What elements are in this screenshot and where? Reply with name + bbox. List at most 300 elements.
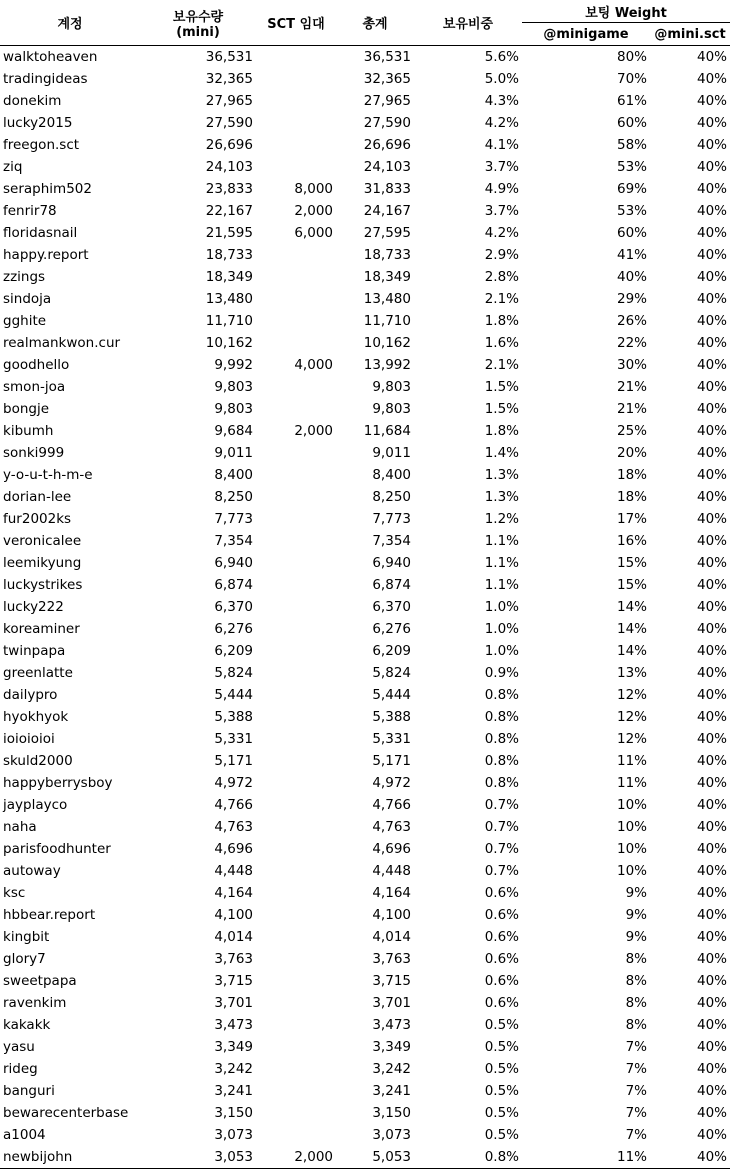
cell-ratio: 1.3% <box>484 467 519 483</box>
cell-total: 6,940 <box>372 555 411 571</box>
cell-sct-lease <box>256 574 336 596</box>
cell-ratio: 1.2% <box>484 511 519 527</box>
cell-minigame: 70% <box>616 71 647 87</box>
table-row <box>0 420 730 442</box>
cell-sct-lease <box>256 68 336 90</box>
cell-total: 5,171 <box>372 753 411 769</box>
cell-holding: 26,696 <box>205 137 253 153</box>
cell-minigame: 15% <box>616 577 647 593</box>
cell-minisct: 40% <box>697 291 728 307</box>
cell-ratio: 1.5% <box>484 401 519 417</box>
cell-total: 9,803 <box>372 379 411 395</box>
table-row <box>0 178 730 200</box>
cell-sct-lease <box>256 838 336 860</box>
cell-account: y-o-u-t-h-m-e <box>3 467 93 483</box>
cell-holding: 10,162 <box>205 335 253 351</box>
cell-minigame: 7% <box>625 1105 647 1121</box>
cell-minigame: 25% <box>616 423 647 439</box>
cell-holding: 8,400 <box>214 467 253 483</box>
cell-total: 4,972 <box>372 775 411 791</box>
cell-total: 7,773 <box>372 511 411 527</box>
cell-minigame: 15% <box>616 555 647 571</box>
cell-minisct: 40% <box>697 313 728 329</box>
cell-ratio: 0.5% <box>484 1127 519 1143</box>
cell-account: bongje <box>3 401 50 417</box>
cell-total: 7,354 <box>372 533 411 549</box>
cell-total: 5,824 <box>372 665 411 681</box>
cell-ratio: 0.5% <box>484 1083 519 1099</box>
cell-holding: 4,014 <box>214 929 253 945</box>
cell-sct-lease <box>256 288 336 310</box>
cell-minisct: 40% <box>697 533 728 549</box>
cell-minisct: 40% <box>697 357 728 373</box>
cell-minigame: 7% <box>625 1039 647 1055</box>
cell-account: banguri <box>3 1083 55 1099</box>
table-row <box>0 222 730 244</box>
cell-minisct: 40% <box>697 709 728 725</box>
header-holding-line2: (mini) <box>176 24 220 40</box>
cell-minigame: 8% <box>625 951 647 967</box>
table-row <box>0 530 730 552</box>
header-voting-weight: 보팅 Weight <box>522 0 730 23</box>
cell-account: kibumh <box>3 423 54 439</box>
cell-total: 3,763 <box>372 951 411 967</box>
cell-minisct: 40% <box>697 797 728 813</box>
table-row <box>0 794 730 816</box>
cell-sct-lease <box>256 112 336 134</box>
cell-minisct: 40% <box>697 929 728 945</box>
cell-holding: 4,696 <box>214 841 253 857</box>
table-row <box>0 1014 730 1036</box>
cell-total: 6,370 <box>372 599 411 615</box>
cell-ratio: 4.2% <box>484 115 519 131</box>
cell-total: 3,701 <box>372 995 411 1011</box>
cell-holding: 27,965 <box>205 93 253 109</box>
cell-holding: 5,824 <box>214 665 253 681</box>
cell-minisct: 40% <box>697 159 728 175</box>
cell-sct-lease <box>256 310 336 332</box>
cell-account: freegon.sct <box>3 137 80 153</box>
cell-minigame: 58% <box>616 137 647 153</box>
cell-minigame: 9% <box>625 885 647 901</box>
cell-minigame: 9% <box>625 907 647 923</box>
table-row <box>0 266 730 288</box>
cell-minisct: 40% <box>697 445 728 461</box>
cell-minisct: 40% <box>697 1127 728 1143</box>
cell-total: 27,595 <box>363 225 411 241</box>
cell-holding: 13,480 <box>205 291 253 307</box>
table-row <box>0 464 730 486</box>
cell-account: glory7 <box>3 951 46 967</box>
table-row <box>0 706 730 728</box>
cell-ratio: 5.6% <box>484 49 519 65</box>
cell-minigame: 41% <box>616 247 647 263</box>
cell-minisct: 40% <box>697 247 728 263</box>
table-row <box>0 948 730 970</box>
cell-sct-lease: 2,000 <box>256 1146 336 1169</box>
cell-holding: 6,370 <box>214 599 253 615</box>
cell-account: skuld2000 <box>3 753 73 769</box>
cell-holding: 27,590 <box>205 115 253 131</box>
cell-minigame: 11% <box>616 753 647 769</box>
cell-minisct: 40% <box>697 1017 728 1033</box>
cell-holding: 4,100 <box>214 907 253 923</box>
cell-minisct: 40% <box>697 753 728 769</box>
cell-holding: 3,242 <box>214 1061 253 1077</box>
cell-total: 32,365 <box>363 71 411 87</box>
cell-total: 8,400 <box>372 467 411 483</box>
cell-sct-lease <box>256 706 336 728</box>
cell-account: happy.report <box>3 247 89 263</box>
cell-ratio: 1.6% <box>484 335 519 351</box>
cell-minisct: 40% <box>650 1146 730 1169</box>
cell-sct-lease: 2,000 <box>294 423 333 439</box>
cell-total: 6,276 <box>372 621 411 637</box>
cell-account: greenlatte <box>3 665 73 681</box>
table-row <box>0 618 730 640</box>
cell-minisct: 40% <box>697 49 728 65</box>
cell-ratio: 0.8% <box>414 1146 522 1169</box>
cell-sct-lease <box>256 618 336 640</box>
header-holding-line1: 보유수량 <box>172 9 224 25</box>
cell-total: 4,696 <box>372 841 411 857</box>
header-ratio: 보유비중 <box>442 17 494 32</box>
table-row <box>0 288 730 310</box>
cell-account: tradingideas <box>3 71 88 87</box>
cell-minigame: 13% <box>616 665 647 681</box>
cell-total: 3,349 <box>372 1039 411 1055</box>
cell-ratio: 3.7% <box>484 203 519 219</box>
cell-minigame: 26% <box>616 313 647 329</box>
cell-total: 18,349 <box>363 269 411 285</box>
cell-total: 3,473 <box>372 1017 411 1033</box>
cell-sct-lease <box>256 926 336 948</box>
cell-minisct: 40% <box>697 71 728 87</box>
cell-account: seraphim502 <box>3 181 92 197</box>
table-row <box>0 596 730 618</box>
cell-minigame: 8% <box>625 973 647 989</box>
cell-sct-lease <box>256 662 336 684</box>
cell-account: veronicalee <box>3 533 82 549</box>
cell-account: smon-joa <box>3 379 66 395</box>
cell-holding: 9,803 <box>214 401 253 417</box>
cell-minisct: 40% <box>697 775 728 791</box>
cell-sct-lease <box>256 1058 336 1080</box>
cell-ratio: 0.6% <box>484 951 519 967</box>
cell-minigame: 8% <box>625 1017 647 1033</box>
table-row <box>0 1102 730 1124</box>
cell-account: twinpapa <box>3 643 66 659</box>
cell-minigame: 21% <box>616 379 647 395</box>
cell-sct-lease <box>256 332 336 354</box>
cell-sct-lease: 2,000 <box>294 203 333 219</box>
cell-minigame: 10% <box>616 863 647 879</box>
cell-ratio: 0.9% <box>484 665 519 681</box>
cell-account: gghite <box>3 313 47 329</box>
cell-holding: 5,171 <box>214 753 253 769</box>
table-row <box>0 156 730 178</box>
table-row <box>0 1058 730 1080</box>
cell-holding: 4,763 <box>214 819 253 835</box>
cell-minisct: 40% <box>697 203 728 219</box>
cell-sct-lease <box>256 596 336 618</box>
cell-minisct: 40% <box>697 1083 728 1099</box>
cell-sct-lease <box>256 772 336 794</box>
cell-account: lucky222 <box>3 599 64 615</box>
cell-minigame: 9% <box>625 929 647 945</box>
cell-minigame: 40% <box>616 269 647 285</box>
cell-sct-lease: 6,000 <box>294 225 333 241</box>
cell-total: 24,167 <box>363 203 411 219</box>
cell-account: ziq <box>3 159 23 175</box>
table-row <box>0 200 730 222</box>
cell-minigame: 14% <box>616 599 647 615</box>
cell-ratio: 1.1% <box>484 555 519 571</box>
cell-account: sonki999 <box>3 445 65 461</box>
cell-account: hbbear.report <box>3 907 96 923</box>
cell-account: rideg <box>3 1061 38 1077</box>
cell-ratio: 0.7% <box>484 797 519 813</box>
cell-account: happyberrysboy <box>3 775 113 791</box>
cell-account: sindoja <box>3 291 52 307</box>
cell-total: 31,833 <box>363 181 411 197</box>
cell-sct-lease <box>256 684 336 706</box>
cell-minisct: 40% <box>697 1061 728 1077</box>
table-row <box>0 354 730 376</box>
cell-total: 13,992 <box>363 357 411 373</box>
cell-holding: 23,833 <box>205 181 253 197</box>
table-row <box>0 772 730 794</box>
cell-account: ksc <box>3 885 26 901</box>
header-minisct: @mini.sct <box>654 26 726 42</box>
cell-account: walktoheaven <box>3 49 98 65</box>
cell-holding: 22,167 <box>205 203 253 219</box>
cell-minigame: 11% <box>616 775 647 791</box>
cell-total: 10,162 <box>363 335 411 351</box>
cell-sct-lease <box>256 1014 336 1036</box>
cell-holding: 3,053 <box>140 1146 256 1169</box>
cell-sct-lease <box>256 552 336 574</box>
cell-total: 11,684 <box>363 423 411 439</box>
cell-holding: 9,803 <box>214 379 253 395</box>
cell-holding: 6,940 <box>214 555 253 571</box>
header-total: 총계 <box>362 17 388 32</box>
cell-ratio: 1.0% <box>484 643 519 659</box>
cell-minisct: 40% <box>697 819 728 835</box>
cell-holding: 3,763 <box>214 951 253 967</box>
cell-ratio: 0.6% <box>484 885 519 901</box>
cell-total: 5,444 <box>372 687 411 703</box>
cell-minigame: 8% <box>625 995 647 1011</box>
cell-holding: 18,733 <box>205 247 253 263</box>
cell-minigame: 17% <box>616 511 647 527</box>
cell-ratio: 0.7% <box>484 863 519 879</box>
cell-minigame: 7% <box>625 1061 647 1077</box>
cell-minigame: 21% <box>616 401 647 417</box>
table-row <box>0 442 730 464</box>
table-row <box>0 398 730 420</box>
cell-holding: 9,011 <box>214 445 253 461</box>
cell-sct-lease <box>256 640 336 662</box>
cell-ratio: 4.9% <box>484 181 519 197</box>
cell-holding: 3,701 <box>214 995 253 1011</box>
cell-account: naha <box>3 819 37 835</box>
table-row <box>0 838 730 860</box>
cell-minigame: 53% <box>616 159 647 175</box>
cell-account: kakakk <box>3 1017 51 1033</box>
cell-total: 3,073 <box>372 1127 411 1143</box>
table-row <box>0 992 730 1014</box>
cell-minisct: 40% <box>697 621 728 637</box>
table-row <box>0 508 730 530</box>
cell-sct-lease <box>256 970 336 992</box>
cell-sct-lease <box>256 750 336 772</box>
cell-holding: 3,073 <box>214 1127 253 1143</box>
cell-minigame: 7% <box>625 1127 647 1143</box>
cell-ratio: 0.8% <box>484 775 519 791</box>
cell-minigame: 60% <box>616 225 647 241</box>
cell-minisct: 40% <box>697 269 728 285</box>
cell-ratio: 0.5% <box>484 1061 519 1077</box>
table-row <box>0 376 730 398</box>
cell-ratio: 2.1% <box>484 357 519 373</box>
cell-ratio: 2.8% <box>484 269 519 285</box>
cell-total: 11,710 <box>363 313 411 329</box>
cell-account: realmankwon.cur <box>3 335 121 351</box>
cell-account: zzings <box>3 269 46 285</box>
cell-account: ioioioioi <box>3 731 55 747</box>
cell-total: 3,150 <box>372 1105 411 1121</box>
cell-account: newbijohn <box>0 1146 140 1169</box>
table-row <box>0 970 730 992</box>
cell-minigame: 12% <box>616 731 647 747</box>
cell-holding: 32,365 <box>205 71 253 87</box>
cell-minisct: 40% <box>697 731 728 747</box>
cell-holding: 5,388 <box>214 709 253 725</box>
cell-holding: 11,710 <box>205 313 253 329</box>
cell-ratio: 0.6% <box>484 995 519 1011</box>
cell-minigame: 10% <box>616 841 647 857</box>
cell-sct-lease <box>256 464 336 486</box>
cell-account: floridasnail <box>3 225 78 241</box>
cell-ratio: 0.8% <box>484 731 519 747</box>
header-account: 계정 <box>57 17 83 32</box>
cell-holding: 3,349 <box>214 1039 253 1055</box>
cell-total: 26,696 <box>363 137 411 153</box>
cell-ratio: 0.5% <box>484 1039 519 1055</box>
cell-minisct: 40% <box>697 555 728 571</box>
cell-total: 4,100 <box>372 907 411 923</box>
cell-ratio: 0.8% <box>484 753 519 769</box>
cell-ratio: 1.8% <box>484 313 519 329</box>
cell-holding: 5,331 <box>214 731 253 747</box>
cell-total: 4,164 <box>372 885 411 901</box>
cell-sct-lease <box>256 46 336 69</box>
cell-minisct: 40% <box>697 1105 728 1121</box>
table-row <box>0 860 730 882</box>
header-minigame: @minigame <box>543 26 629 42</box>
cell-minisct: 40% <box>697 599 728 615</box>
cell-sct-lease <box>256 156 336 178</box>
cell-ratio: 0.7% <box>484 819 519 835</box>
cell-minisct: 40% <box>697 577 728 593</box>
cell-holding: 9,684 <box>214 423 253 439</box>
cell-sct-lease <box>256 816 336 838</box>
cell-ratio: 1.3% <box>484 489 519 505</box>
cell-account: bewarecenterbase <box>3 1105 129 1121</box>
cell-minisct: 40% <box>697 379 728 395</box>
cell-minisct: 40% <box>697 643 728 659</box>
cell-sct-lease <box>256 134 336 156</box>
cell-ratio: 0.8% <box>484 687 519 703</box>
cell-ratio: 1.0% <box>484 621 519 637</box>
cell-ratio: 0.6% <box>484 907 519 923</box>
cell-minigame: 30% <box>616 357 647 373</box>
cell-sct-lease <box>256 376 336 398</box>
cell-minisct: 40% <box>697 907 728 923</box>
cell-account: hyokhyok <box>3 709 69 725</box>
cell-ratio: 0.6% <box>484 929 519 945</box>
cell-ratio: 5.0% <box>484 71 519 87</box>
cell-minigame: 14% <box>616 621 647 637</box>
table-body <box>0 46 730 1169</box>
cell-total: 4,014 <box>372 929 411 945</box>
cell-holding: 5,444 <box>214 687 253 703</box>
table-row <box>0 90 730 112</box>
table-row <box>0 112 730 134</box>
cell-account: fur2002ks <box>3 511 72 527</box>
cell-total: 8,250 <box>372 489 411 505</box>
cell-holding: 3,241 <box>214 1083 253 1099</box>
cell-sct-lease <box>256 728 336 750</box>
cell-minisct: 40% <box>697 885 728 901</box>
table-row <box>0 332 730 354</box>
cell-ratio: 1.1% <box>484 577 519 593</box>
cell-ratio: 0.7% <box>484 841 519 857</box>
cell-ratio: 1.0% <box>484 599 519 615</box>
cell-minigame: 10% <box>616 797 647 813</box>
table-row <box>0 1124 730 1146</box>
cell-holding: 3,473 <box>214 1017 253 1033</box>
cell-account: autoway <box>3 863 61 879</box>
cell-holding: 18,349 <box>205 269 253 285</box>
cell-ratio: 4.3% <box>484 93 519 109</box>
cell-holding: 21,595 <box>205 225 253 241</box>
cell-sct-lease <box>256 442 336 464</box>
cell-sct-lease <box>256 794 336 816</box>
table-row <box>0 926 730 948</box>
cell-total: 3,241 <box>372 1083 411 1099</box>
cell-minigame: 20% <box>616 445 647 461</box>
cell-minisct: 40% <box>697 93 728 109</box>
cell-total: 27,965 <box>363 93 411 109</box>
cell-holding: 24,103 <box>205 159 253 175</box>
cell-sct-lease: 8,000 <box>294 181 333 197</box>
cell-sct-lease <box>256 882 336 904</box>
cell-sct-lease <box>256 1036 336 1058</box>
cell-holding: 6,874 <box>214 577 253 593</box>
cell-minigame: 29% <box>616 291 647 307</box>
cell-sct-lease <box>256 904 336 926</box>
cell-minisct: 40% <box>697 467 728 483</box>
cell-total: 9,011 <box>372 445 411 461</box>
cell-minisct: 40% <box>697 489 728 505</box>
cell-account: parisfoodhunter <box>3 841 111 857</box>
cell-minisct: 40% <box>697 401 728 417</box>
cell-holding: 4,766 <box>214 797 253 813</box>
cell-minigame: 80% <box>616 49 647 65</box>
cell-account: donekim <box>3 93 62 109</box>
